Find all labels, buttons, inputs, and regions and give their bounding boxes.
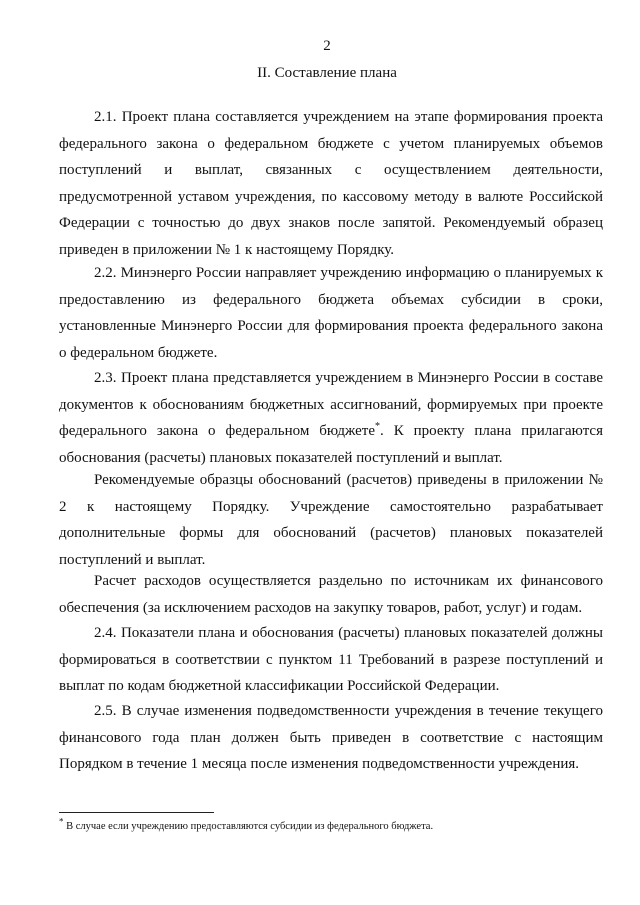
- paragraph-2-2: [59, 260, 603, 366]
- paragraph-text: Рекомендуемые образцы обоснований (расчетов) приведены в приложении № 2 к настоящему Порядку. Учреждение самостоятельно разрабатывает дополнительные формы для обоснований (расчетов) плановых показателей поступлений и выплат.: [59, 472, 603, 568]
- footnote-reference: *: [375, 421, 380, 432]
- footnote-mark: *: [59, 816, 64, 827]
- paragraph-text: Расчет расходов осуществляется раздельно по источникам их финансового обеспечения (за исключением расходов на закупку товаров, работ, услуг) и годам.: [59, 573, 603, 616]
- paragraph-text: 2.5. В случае изменения подведомственности учреждения в течение текущего финансового года план должен быть приведен в соответствие с настоящим Порядком в течение 1 месяца после изменения подведомственности учреждения.: [59, 703, 603, 772]
- paragraph-text: 2.4. Показатели плана и обоснования (расчеты) плановых показателей должны формироваться в соответствии с пунктом 11 Требований в разрезе поступлений и выплат по кодам бюджетной классификации Российской Федерации.: [59, 625, 603, 694]
- paragraph-text: [59, 365, 603, 471]
- paragraph-2-5: [59, 698, 603, 778]
- footnote: [59, 816, 603, 834]
- paragraph-samples: [59, 467, 603, 573]
- paragraph-text: 2.1. Проект плана составляется учреждением на этапе формирования проекта федерального закона о федеральном бюджете с учетом планируемых объемов поступлений и выплат, связанных с осуществлением деятельности, предусмотренной уставом учреждения, по кассовому методу в валюте Российской Федерации с точностью до двух знаков после запятой. Рекомендуемый образец приведен в приложении № 1 к настоящему Порядку.: [59, 109, 603, 258]
- paragraph-text: 2.2. Минэнерго России направляет учреждению информацию о планируемых к предоставлению из федерального бюджета объемах субсидии в сроки, установленные Минэнерго России для формирования проекта федерального закона о федеральном бюджете.: [59, 265, 603, 361]
- paragraph-2-3: [59, 365, 603, 471]
- page-number: 2: [323, 38, 331, 54]
- paragraph-expenses: [59, 568, 603, 621]
- footnote-divider: [59, 812, 214, 813]
- paragraph-text-part: . К проекту плана прилагаются обоснования (расчеты) плановых показателей поступлений и выплат.: [59, 423, 603, 466]
- footnote-text: В случае если учреждению предоставляются субсидии из федерального бюджета.: [63, 821, 434, 832]
- paragraph-2-1: [59, 104, 603, 263]
- paragraph-text-part: 2.3. Проект плана представляется учреждением в Минэнерго России в составе документов к обоснованиям бюджетных ассигнований, формируемых при проекте федерального закона о федеральном бюджете: [59, 370, 603, 439]
- section-title: II. Составление плана: [257, 65, 397, 81]
- paragraph-2-4: [59, 620, 603, 700]
